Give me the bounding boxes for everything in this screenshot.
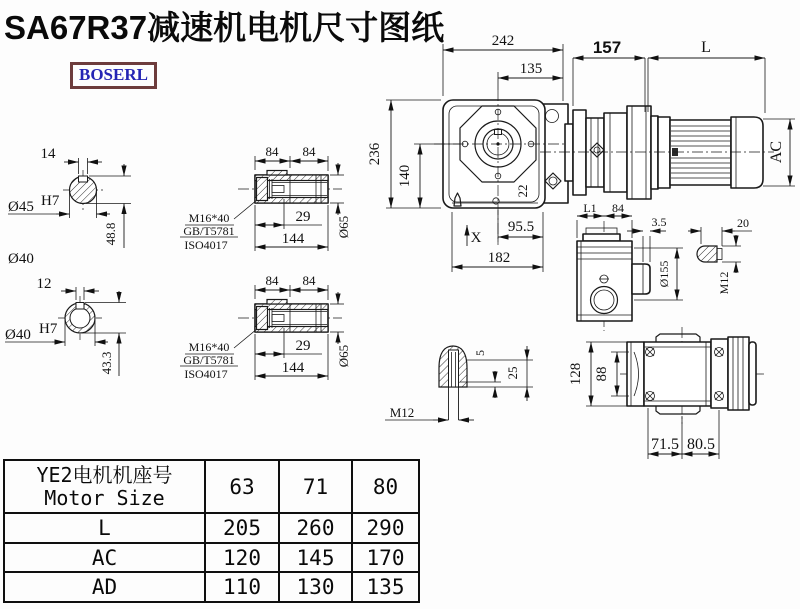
label-end-m12: M12 <box>389 405 415 420</box>
dim-depth-48-8: 48.8 <box>103 222 118 246</box>
dim-sleeve-29: 29 <box>295 209 311 225</box>
dim-height-236: 236 <box>367 142 383 166</box>
dim-L1: L1 <box>583 201 597 215</box>
AC-80: 170 <box>352 543 419 573</box>
label-bore-45: Ø45 <box>8 199 34 215</box>
dim-width-242: 242 <box>491 33 515 49</box>
dim-plug-22: 22 <box>515 184 530 198</box>
label-bore-40: Ø40 <box>5 327 31 343</box>
dim-128: 128 <box>568 362 584 386</box>
dim-95-5: 95.5 <box>507 219 535 235</box>
gear-unit-side-view <box>577 201 752 331</box>
gearbox-front-view <box>367 33 572 272</box>
label-std-gb5781: GB/T5781 <box>183 224 235 238</box>
dim-80-5: 80.5 <box>687 436 715 453</box>
L-63: 205 <box>205 513 279 543</box>
dim-depth-43-3: 43.3 <box>99 351 114 375</box>
L-71: 260 <box>279 513 352 543</box>
hollow-shaft-section-view <box>5 276 126 376</box>
L-80: 290 <box>352 513 419 543</box>
motor-side-assembly <box>540 38 795 199</box>
dim-key-depth-5: 5 <box>473 350 487 356</box>
table-size-63: 63 <box>205 460 279 513</box>
label-thread-m16: M16*40 <box>188 211 230 225</box>
brand-logo: BOSERL <box>70 62 157 89</box>
dim-sleeve-84a: 84 <box>265 144 279 159</box>
row-label-AD: AD <box>4 572 205 602</box>
label-bore-45-fit: H7 <box>41 193 60 209</box>
dim-88: 88 <box>594 366 610 382</box>
dim-key-width-12: 12 <box>36 276 52 292</box>
table-header-en: Motor Size <box>44 485 165 510</box>
sheet-title: SA67R37减速机电机尺寸图纸 <box>4 9 445 46</box>
table-size-80: 80 <box>352 460 419 513</box>
dim-key-20: 20 <box>737 216 749 230</box>
AD-71: 130 <box>279 572 352 602</box>
dim-side-84: 84 <box>612 201 624 215</box>
dim-motor-dia-AC: AC <box>768 140 785 164</box>
motor-size-table <box>3 459 420 603</box>
label-outer-dia-40: Ø40 <box>8 251 34 267</box>
dim-140: 140 <box>397 164 413 188</box>
dim-side-m12: M12 <box>717 271 731 295</box>
row-label-L: L <box>4 513 205 543</box>
shaft-end-detail <box>385 346 533 420</box>
table-header-cn: YE2电机机座号 <box>36 462 173 487</box>
label-bore-40-fit: H7 <box>39 321 58 337</box>
dim-sleeve-144: 144 <box>281 231 305 247</box>
dim-135: 135 <box>519 61 543 77</box>
AD-63: 110 <box>205 572 279 602</box>
dim-gap-3-5: 3.5 <box>651 215 667 229</box>
table-header-motor-size <box>4 460 205 513</box>
AC-71: 145 <box>279 543 352 573</box>
shaft-sleeve-view-2 <box>180 273 351 381</box>
label-x-mark: X <box>470 230 482 246</box>
AC-63: 120 <box>205 543 279 573</box>
dim-71-5: 71.5 <box>651 436 679 453</box>
dim-sleeve-dia-65: Ø65 <box>336 215 351 239</box>
label-std-iso4017: ISO4017 <box>184 238 228 252</box>
row-label-AC: AC <box>4 543 205 573</box>
dim-motor-length-L: L <box>701 39 711 56</box>
dim-182: 182 <box>487 250 511 266</box>
dim-157: 157 <box>592 38 622 57</box>
dim-key-width-14: 14 <box>40 146 56 162</box>
dim-sleeve-84b: 84 <box>302 144 316 159</box>
solid-shaft-section-view <box>8 146 131 267</box>
table-size-71: 71 <box>279 460 352 513</box>
AD-80: 135 <box>352 572 419 602</box>
gear-unit-bottom-view <box>568 327 764 459</box>
dim-key-len-25: 25 <box>505 366 520 380</box>
dim-dia-155: Ø155 <box>657 260 671 288</box>
shaft-sleeve-view <box>180 144 351 252</box>
